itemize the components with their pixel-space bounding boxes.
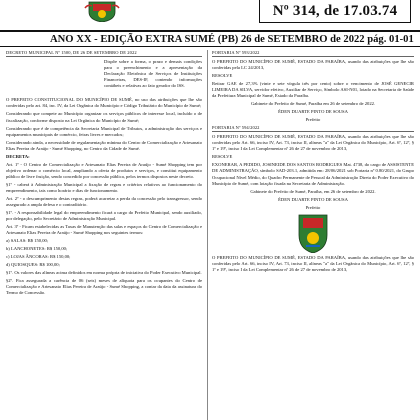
portaria-593-signer: ÉDEN DUARTE PINTO DE SOUSA: [278, 109, 348, 115]
portaria-594-role: Prefeito: [305, 204, 321, 210]
portaria-593-resolve: RESOLVE: [212, 73, 233, 79]
portaria-593-heading: PORTARIA Nº 593/2022: [212, 50, 414, 57]
portaria-593-role: Prefeito: [305, 117, 321, 123]
decree-paragraph-values: §1º. Os valores das alíneas acima definidos em norma própria de iniciativa do Poder Executivo Municipal.: [6, 270, 202, 276]
portaria-594-place: Gabinete do Prefeito de Sumé, Paraíba, em 26 de setembro de 2022.: [250, 188, 376, 194]
fee-item-quiosques: d) QUIOSQUES: R$ 100,00;: [6, 262, 60, 268]
fee-item-lanchonetes: b) LANCHONETES: R$ 150,00;: [6, 246, 68, 252]
decree-keyword: DECRETA:: [6, 153, 30, 159]
decree-summary: Dispõe sobre a forma, o prazo e demais condições para o preenchimento e a apresentação da Declaração Eletrônica de Serviços de Instituições Financeiras, DES-IF, contendo informações contábeis e relativas ao fato gerador do ISS.: [104, 58, 202, 89]
decree-consideration-1: Considerando que compete ao Município organizar os serviços públicos de interesse local, incluído o de fiscalização, conforme disposto na Lei Orgânica do Município de Sumé;: [6, 111, 202, 123]
publication-number: Nº 314, de 17.03.74: [259, 0, 411, 23]
decree-paragraph-1: §1º - caberá à Administração Municipal a fixação de regras e critérios relativos ao funcionamento do empreendimento, tais como horário e dias de funcionamento.: [6, 181, 202, 193]
decree-article-3: Art. 3º - Ficam estabelecidas as Taxas de Manutenção das salas e espaços do Centro de Comercialização e Artesanato Elias Pereira de Araújo - Sumé Shopping nos seguintes termos:: [6, 224, 202, 236]
decree-paragraph-1b: §1º. - A responsabilidade legal do empreendimento ficará a cargo do Prefeito Municipal, sendo auxiliado, por delegação, pelo Secretário de Administração Municipal.: [6, 209, 202, 222]
portaria-595-preamble: O PREFEITO DO MUNICÍPIO DE SUMÉ, ESTADO DA PARAÍBA, usando das atribuições que lhe são conferidas pelo Art. 66, inciso IV, Art. 73, inciso II, alíneas "a" da Lei Orgânica do Município, Art. 6º, 12º, § 1º e 19º, inciso I da Lei Complementar nº 26 de 27 de novembro de 2013,: [212, 254, 414, 272]
portaria-594-resolve: RESOLVE: [212, 154, 233, 160]
decree-article-1: Art. 1º - O Centro de Comercialização e Artesanato Elias Pereira de Araújo - Sumé Shopping tem por objetivo ordenar o comércio local, ampliando a oferta de produtos e serviços, e constitui equipamento público de livre fruição, sendo concedido por concessão pública, pelos termos dispostos neste decreto.: [6, 161, 202, 179]
municipal-coat-of-arms-icon: [296, 213, 330, 253]
right-column: [212, 50, 414, 275]
left-column: [6, 50, 202, 298]
column-divider: [207, 50, 208, 420]
portaria-594-heading: PORTARIA Nº 594/2022: [212, 125, 414, 132]
decree-heading: DECRETO MUNICIPAL Nº 1500, DE 26 DE SETEMBRO DE 2022: [6, 50, 202, 57]
decree-consideration-3: Considerando ainda, a necessidade de regulamentação mínima do Centro de Comercialização e Artesanato Elias Pereira de Araújo - Sumé Shopping, no Centro da Cidade de Sumé.: [6, 139, 202, 151]
edition-bar: [0, 30, 420, 47]
portaria-593-place: Gabinete do Prefeito de Sumé, Paraíba em 26 de setembro de 2022.: [250, 101, 376, 107]
masthead: [0, 0, 420, 24]
portaria-594-signer: ÉDEN DUARTE PINTO DE SOUSA: [278, 196, 348, 202]
edition-line: ANO XX - EDIÇÃO EXTRA SUMÉ (PB) 26 de SETEMBRO de 2022 pág. 01-01: [50, 33, 414, 45]
fee-item-lojas: c) LOJAS ÂNCORAS: R$ 150,00;: [6, 254, 71, 260]
decree-preamble: O PREFEITO CONSTITUCIONAL DO MUNICÍPIO DE SUMÉ, no uso das atribuições que lhe são conferidas pelo art. 84, inc. IV, da Lei Orgânica do Município e Código Tributário do Município de Sumé;: [6, 97, 202, 109]
portaria-594-body: EXONERAR, A PEDIDO, JOSINEIDE DOS SANTOS RODRIGUES Mat. 4738, do cargo de ASSISTENTE DE ADMINISTRAÇÃO, símbolo SAD-203.1, admitida em: 28/06/2021 sob Portaria nº 0.80/2021, do Grupo Ocupacional Nível Médio, do Quadro Permanente de Pessoal da Administração Direta do Poder Executivo do Município de Sumé, com lotação fixada na Secretaria de Administração.: [212, 162, 414, 186]
decree-article-2: Art. 2º - o descumprimento destas regras, poderá acarretar a perda da concessão pelo transgressor, sendo assegurado a ampla defesa e o contraditório.: [6, 195, 202, 207]
portaria-594-preamble: O PREFEITO DO MUNICÍPIO DE SUMÉ, ESTADO DA PARAÍBA, usando das atribuições que lhe são conferidas pelo Art. 66, inciso IV, Art. 73, inciso II, alíneas "a" da Lei Orgânica do Município, Art. 6º, 12º, § 1º e 19º, inciso I da Lei Complementar nº 26 de 27 de novembro de 2013,: [212, 134, 414, 152]
municipal-crest-icon: [84, 0, 120, 22]
portaria-593-body: Retirar GAE de 27,3% (vinte e sete vírgula três por cento) sobre o vencimento de JOSÉ GENECIR LIMEIRA DA SILVA, servidor efetivo, Auxiliar de Serviço, Símbolo ASI-N01, lotado na Secretaria de Saúde da Prefeitura Municipal de Sumé, Estado da Paraíba.: [212, 81, 414, 99]
fee-item-salas: a) SALAS: R$ 150,00;: [6, 238, 49, 244]
decree-consideration-2: Considerando que é de competência da Secretaria Municipal de Tributos, a administração dos serviços e equipamentos municipais de comércio, feiras livres e mercados;: [6, 125, 202, 137]
decree-paragraph-last: §2º. Fica assegurada a carência de 06 (seis) meses de alíquota para os ocupantes do Centro de Comercialização e Artesanato Elias Pereira de Araújo - Sumé Shopping, a contar da data da assinatura do Termo de Concessão.: [6, 278, 202, 296]
portaria-593-preamble: O PREFEITO DO MUNICÍPIO DE SUMÉ, ESTADO DA PARAÍBA, usando das atribuições que lhe são conferidas pela LC 24/2013,: [212, 58, 414, 71]
